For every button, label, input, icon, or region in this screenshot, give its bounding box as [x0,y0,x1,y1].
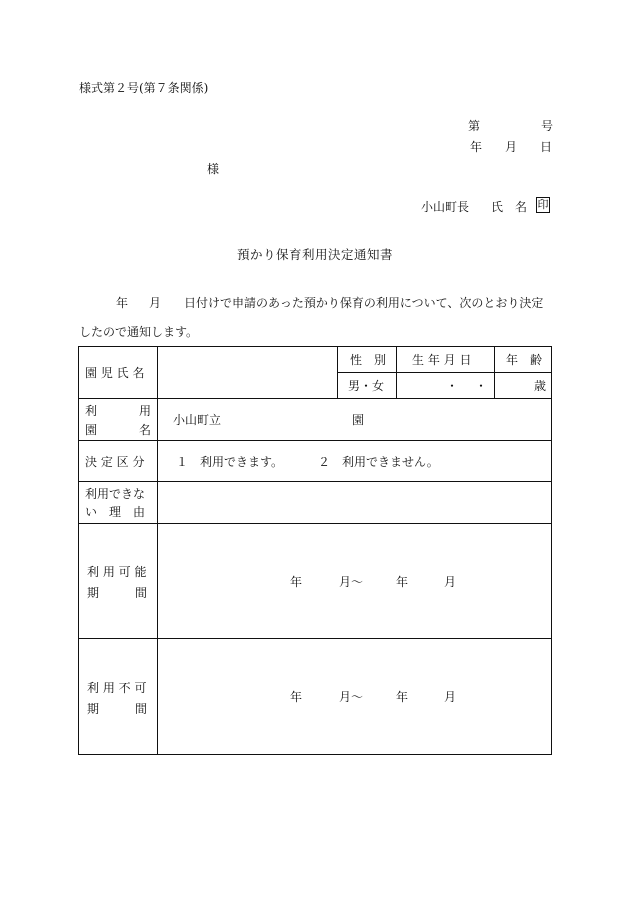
birth-dot-1: ・ [446,379,459,393]
body-month: 月 [149,296,162,310]
school-prefix: 小山町立 [173,413,222,427]
body-text-1: 日付けで申請のあった預かり保育の利用について、次のとおり決定 [184,296,544,310]
unavailable-month-2: 月 [444,690,457,704]
gender-label: 性 別 [350,353,387,367]
table-col-gender [337,346,338,399]
table-rule-gender [337,372,552,373]
table-rule-2 [78,440,552,441]
body-year: 年 [116,296,129,310]
table-col-divider [157,346,158,755]
ref-go: 号 [541,119,554,133]
age-label: 年 齢 [506,353,543,367]
date-month: 月 [505,140,518,154]
table-border-bottom [78,754,552,755]
available-label-2: 期 間 [87,586,148,600]
table-rule-3 [78,481,552,482]
available-year-1: 年 [290,575,303,589]
available-month-2: 月 [444,575,457,589]
addressee-suffix: 様 [207,162,220,176]
unavailable-label-2: 期 間 [87,702,148,716]
school-label-4: 名 [139,423,152,437]
ref-dai: 第 [468,119,481,133]
issuer-title: 小山町長 [421,200,470,214]
table-col-birth [396,346,397,399]
table-col-age [494,346,495,399]
age-unit: 歳 [534,379,547,393]
table-border-left [78,346,79,755]
unavailable-year-1: 年 [290,690,303,704]
body-text-2: したので通知します。 [79,325,199,339]
form-number: 様式第２号(第７条関係) [79,81,209,95]
school-suffix: 園 [352,413,365,427]
issuer-name-label: 氏 名 [491,200,528,214]
birth-dot-2: ・ [475,379,488,393]
date-year: 年 [470,140,483,154]
document-title: 預かり保育利用決定通知書 [236,247,393,262]
decision-option-2: ２ 利用できません。 [318,455,439,469]
school-label-1: 利 [85,404,98,418]
reason-label-1: 利用できな [85,487,146,501]
reason-label-2: い 理 由 [85,505,146,519]
available-label-1: 利 用 可 能 [87,565,147,579]
gender-value: 男・女 [348,379,385,393]
seal-box: 印 [537,198,549,211]
table-rule-4 [78,523,552,524]
unavailable-label-1: 利 用 不 可 [87,681,147,695]
available-year-2: 年 [396,575,409,589]
child-name-label: 園 児 氏 名 [85,366,145,380]
decision-option-1: １ 利用できます。 [176,455,284,469]
date-day: 日 [540,140,553,154]
available-month-1: 月～ [339,575,364,589]
unavailable-month-1: 月～ [339,690,364,704]
birthdate-label: 生 年 月 日 [412,353,472,367]
table-rule-1 [78,398,552,399]
unavailable-year-2: 年 [396,690,409,704]
decision-label: 決 定 区 分 [85,455,145,469]
table-border-top [78,346,552,347]
school-label-3: 園 [85,423,98,437]
school-label-2: 用 [139,404,152,418]
table-rule-5 [78,638,552,639]
table-border-right [551,346,552,755]
